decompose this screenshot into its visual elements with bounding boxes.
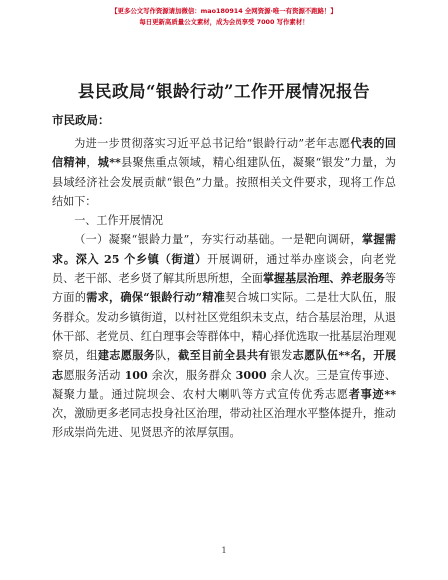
- para1-run-16: 余人次。三是宣传事迹、凝聚力量。通过院坝会、农村大喇叭等方式宣传优秀志愿: [52, 368, 396, 401]
- para1-run-7: 建志愿服务: [97, 349, 156, 363]
- para1-run-15: 3000: [235, 368, 267, 382]
- intro-run-2: ，: [86, 156, 98, 170]
- para1-run-1: 掌握需求。深入 25 个乡镇（街道）: [52, 233, 396, 266]
- document-body: [52, 78, 396, 443]
- intro-run-4: 县聚焦重点领域，精心组建队伍，凝聚“银发”力量，为县域经济社会发展贡献“银色”力量。按照相关文件要求，现将工作总结如下：: [52, 156, 396, 208]
- para1-run-13: 100: [124, 368, 148, 382]
- para1-run-6: 契合城口实际。二是壮大队伍，服务群众。发动乡镇街道，以村社区党组织未支点，结合基层治理，从退休干部、老党员、红白理事会等群体中，精心择优选取一批基层治理观察员，组: [52, 291, 396, 363]
- intro-paragraph: [52, 134, 396, 211]
- section-heading-1: 一、工作开展情况: [74, 214, 163, 228]
- para1-run-12: 愿服务活动: [63, 368, 125, 382]
- para1-run-14: 余次，服务群众: [147, 368, 236, 382]
- body-paragraph-1: [52, 230, 396, 442]
- para1-run-9: 截至目前全县共有: [178, 349, 270, 363]
- page-number: 1: [221, 546, 227, 555]
- promo-banner-line-1: 【更多公文写作资源请加微信：mao180914 全网资源·唯一有资源不跑路！】: [111, 7, 337, 15]
- intro-run-0: 为进一步贯彻落实习近平总书记给“银龄行动”老年志愿: [74, 137, 351, 150]
- promo-banner-line-2: 每日更新高质量公文素材，成为会员享受 7000 写作素材！: [139, 18, 309, 26]
- para1-run-18: 次，激励更多老同志投身社区治理，带动社区治理水平整体提升，推动形成崇尚先进、见贤思齐的浓厚氛围。: [52, 407, 396, 440]
- salutation: 市民政局：: [52, 113, 110, 127]
- para1-run-17: 者事迹**: [348, 387, 396, 401]
- para1-run-11: 志愿队伍**名，开展志: [52, 349, 396, 382]
- intro-run-3: 城**: [97, 156, 121, 170]
- para1-run-3: 掌握基层治理、养老服务: [262, 272, 385, 286]
- para1-run-2: 开展调研，通过举办座谈会，向老党员、老干部、老乡贤了解其所思所想，全面: [52, 252, 396, 286]
- para1-run-10: 银发: [269, 349, 293, 363]
- para1-run-5: 需求，确保“银龄行动”精准: [86, 291, 226, 305]
- document-title: 县民政局“银龄行动”工作开展情况报告: [78, 82, 370, 101]
- intro-run-1: 代表的回信精神: [52, 137, 396, 170]
- promo-banner: [0, 6, 448, 28]
- para1-run-4: 等方面的: [52, 272, 396, 305]
- para1-run-8: 队，: [155, 349, 179, 363]
- para1-run-0: （一）凝聚“银龄力量”，夯实行动基础。一是靶向调研，: [74, 233, 362, 247]
